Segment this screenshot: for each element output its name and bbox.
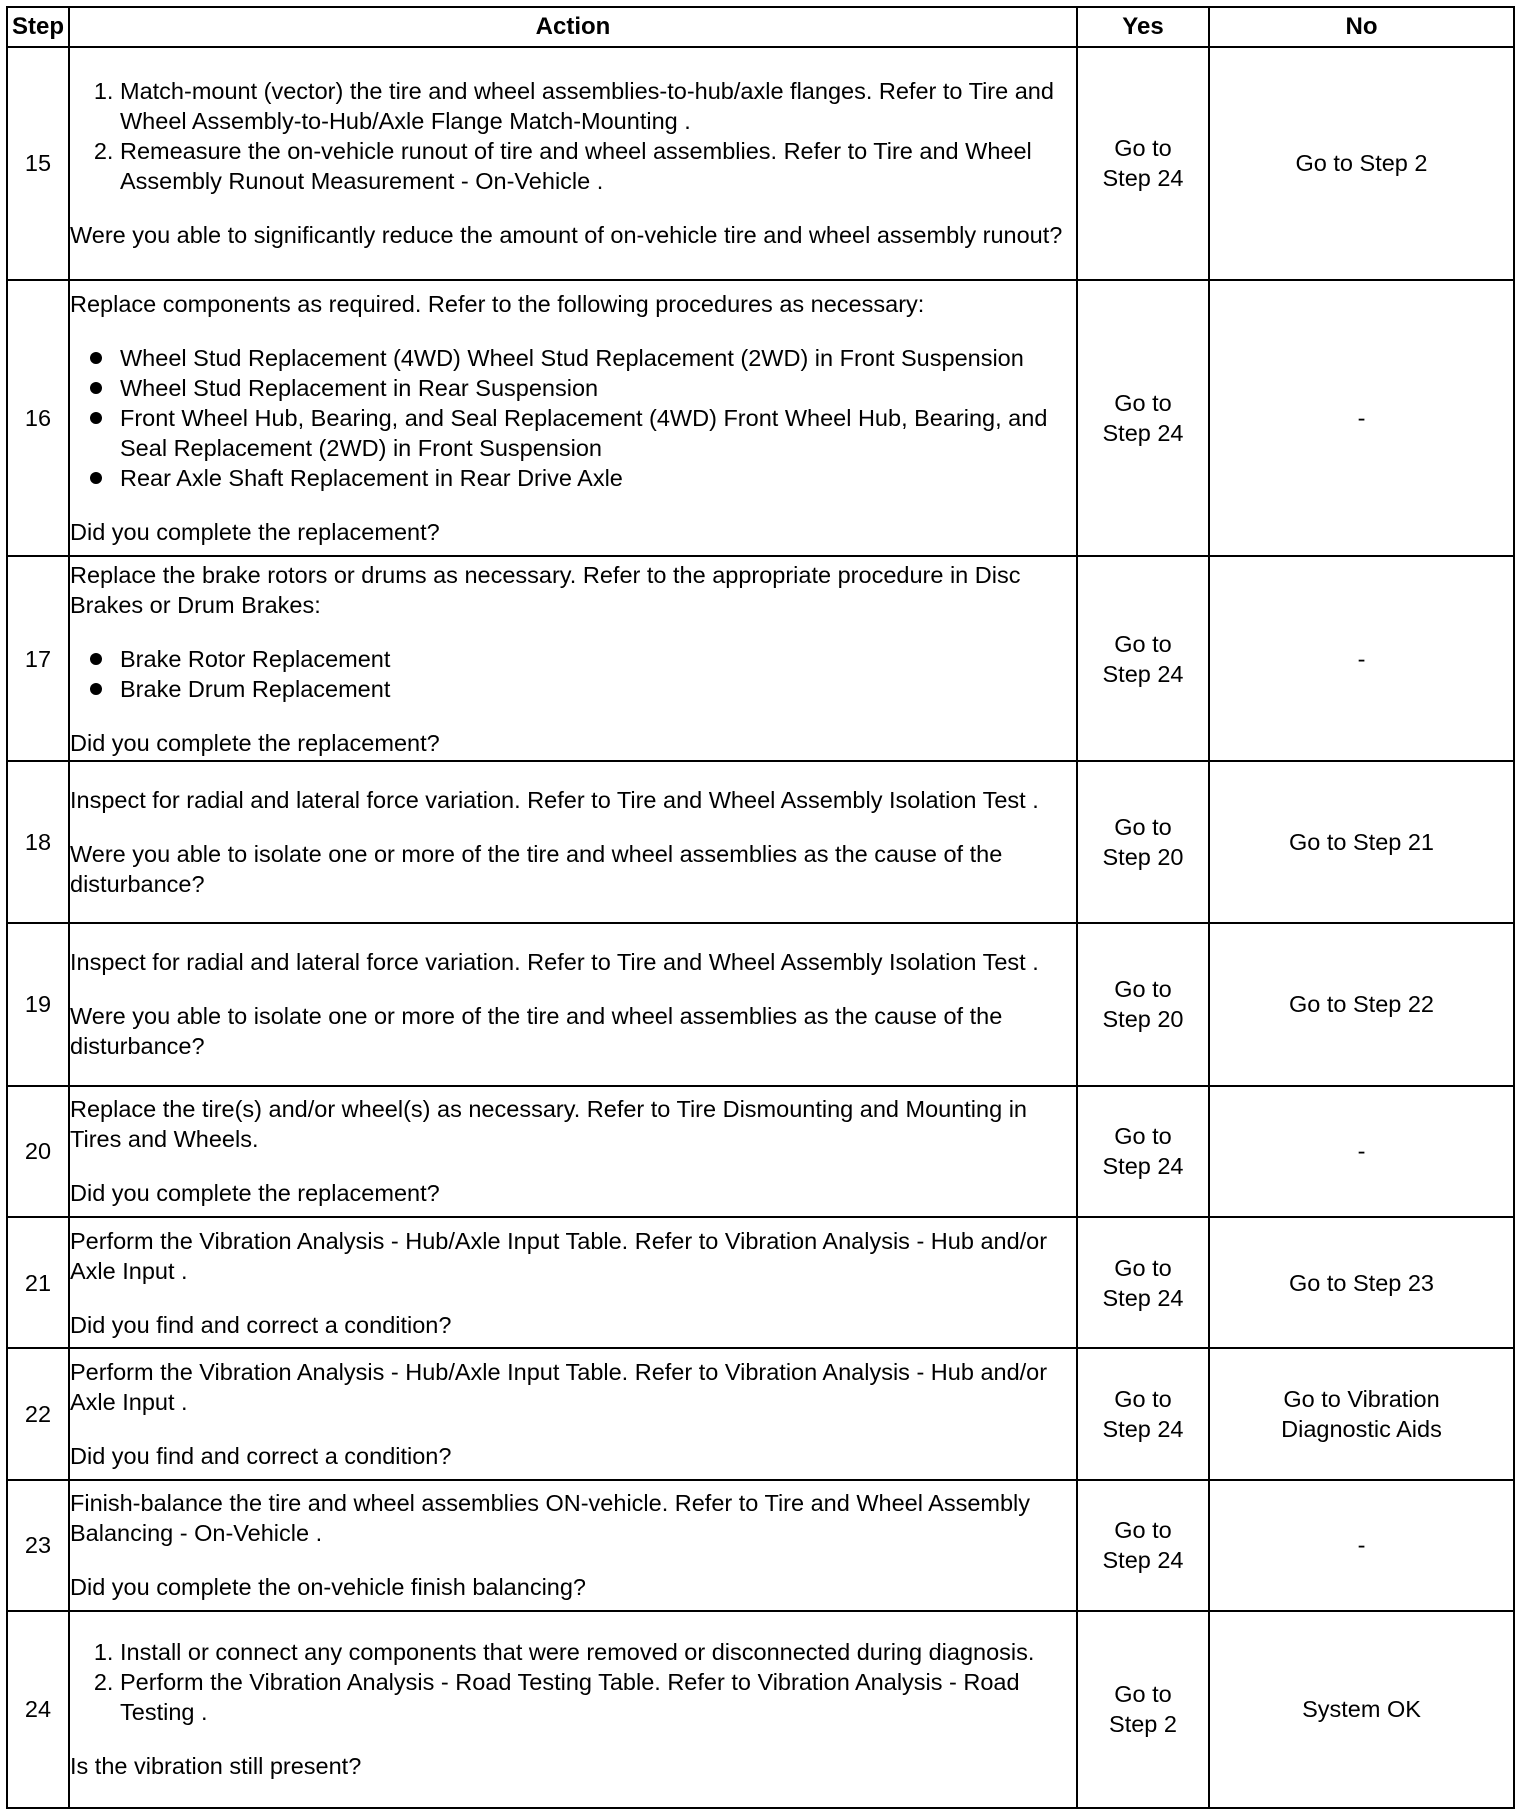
- list-item: Rear Axle Shaft Replacement in Rear Drive Axle: [120, 463, 1076, 493]
- question-text: Is the vibration still present?: [70, 1753, 362, 1780]
- no-action: Go to Step 2: [1295, 150, 1428, 177]
- question-text: Did you find and correct a condition?: [70, 1311, 452, 1338]
- list-item: 1. Install or connect any components that were removed or disconnected during diagnosis.: [120, 1637, 1076, 1667]
- table-row: [7, 1611, 1514, 1808]
- yes-action: Go to Step 24: [1102, 630, 1184, 687]
- intro-text: Inspect for radial and lateral force variation. Refer to Tire and Wheel Assembly Isolation Test .: [70, 949, 1039, 976]
- list-item: Brake Drum Replacement: [120, 674, 1076, 704]
- action-cell: [69, 1611, 1077, 1808]
- no-cell: [1209, 1086, 1514, 1217]
- action-cell: [69, 761, 1077, 923]
- no-cell: [1209, 1348, 1514, 1479]
- table-row: [7, 556, 1514, 761]
- table-row: [7, 280, 1514, 556]
- step-number: 23: [7, 1480, 69, 1611]
- question-text: Were you able to isolate one or more of the tire and wheel assemblies as the cause of the disturbance?: [70, 1003, 1003, 1060]
- bullet-list: [70, 644, 1076, 704]
- no-action: -: [1357, 1532, 1366, 1559]
- yes-action: Go to Step 24: [1102, 1254, 1184, 1311]
- numbered-list: [70, 1637, 1076, 1727]
- step-number: 16: [7, 280, 69, 556]
- no-action: -: [1357, 1138, 1366, 1165]
- no-cell: [1209, 761, 1514, 923]
- yes-action: Go to Step 2: [1109, 1681, 1177, 1738]
- action-cell: [69, 280, 1077, 556]
- step-number: 19: [7, 923, 69, 1085]
- action-cell: [69, 1086, 1077, 1217]
- intro-text: Replace the tire(s) and/or wheel(s) as necessary. Refer to Tire Dismounting and Mounting in Tires and Wheels.: [70, 1096, 1027, 1153]
- yes-action: Go to Step 24: [1102, 1123, 1184, 1180]
- yes-cell: [1077, 1086, 1209, 1217]
- no-action: Go to Step 21: [1288, 829, 1435, 856]
- question-text: Did you complete the replacement?: [70, 1180, 440, 1207]
- step-number: 17: [7, 556, 69, 761]
- question-text: Were you able to significantly reduce the amount of on-vehicle tire and wheel assembly runout?: [70, 222, 1063, 249]
- yes-action: Go to Step 20: [1102, 814, 1184, 871]
- yes-action: Go to Step 20: [1102, 976, 1184, 1033]
- header-no: No: [1209, 7, 1514, 47]
- yes-cell: [1077, 556, 1209, 761]
- yes-cell: [1077, 47, 1209, 280]
- table-row: [7, 1217, 1514, 1348]
- no-cell: [1209, 47, 1514, 280]
- action-cell: [69, 1217, 1077, 1348]
- action-cell: [69, 1348, 1077, 1479]
- yes-action: Go to Step 24: [1102, 1385, 1184, 1442]
- header-action: Action: [69, 7, 1077, 47]
- question-text: Were you able to isolate one or more of the tire and wheel assemblies as the cause of the disturbance?: [70, 841, 1003, 898]
- question-text: Did you complete the replacement?: [70, 518, 440, 545]
- yes-cell: [1077, 761, 1209, 923]
- step-number: 18: [7, 761, 69, 923]
- intro-text: Replace the brake rotors or drums as necessary. Refer to the appropriate procedure in Disc Brakes or Drum Brakes:: [70, 561, 1021, 618]
- list-item: Wheel Stud Replacement in Rear Suspension: [120, 373, 1076, 403]
- list-item: Brake Rotor Replacement: [120, 644, 1076, 674]
- list-item: 1. Match-mount (vector) the tire and wheel assemblies-to-hub/axle flanges. Refer to Tire and Wheel Assembly-to-Hub/Axle Flange Match-Mounting .: [120, 76, 1076, 136]
- table-row: [7, 761, 1514, 923]
- yes-cell: [1077, 923, 1209, 1085]
- yes-action: Go to Step 24: [1102, 389, 1184, 446]
- no-action: Go to Step 23: [1288, 1269, 1435, 1296]
- no-action: -: [1357, 645, 1366, 672]
- list-item: Front Wheel Hub, Bearing, and Seal Replacement (4WD) Front Wheel Hub, Bearing, and Seal Replacement (2WD) in Front Suspension: [120, 403, 1076, 463]
- intro-text: Finish-balance the tire and wheel assemblies ON-vehicle. Refer to Tire and Wheel Assembly Balancing - On-Vehicle .: [70, 1490, 1031, 1547]
- no-cell: [1209, 923, 1514, 1085]
- no-cell: [1209, 1611, 1514, 1808]
- yes-cell: [1077, 1217, 1209, 1348]
- step-number: 20: [7, 1086, 69, 1217]
- question-text: Did you complete the on-vehicle finish balancing?: [70, 1574, 587, 1601]
- list-item: Wheel Stud Replacement (4WD) Wheel Stud Replacement (2WD) in Front Suspension: [120, 343, 1076, 373]
- table-row: [7, 47, 1514, 280]
- question-text: Did you find and correct a condition?: [70, 1442, 452, 1469]
- step-number: 22: [7, 1348, 69, 1479]
- intro-text: Replace components as required. Refer to the following procedures as necessary:: [70, 290, 925, 317]
- header-step: Step: [7, 7, 69, 47]
- question-text: Did you complete the replacement?: [70, 729, 440, 756]
- bullet-list: [70, 343, 1076, 493]
- yes-cell: [1077, 280, 1209, 556]
- no-cell: [1209, 556, 1514, 761]
- action-cell: [69, 923, 1077, 1085]
- yes-action: Go to Step 24: [1102, 135, 1184, 192]
- table-row: [7, 1480, 1514, 1611]
- numbered-list: [70, 76, 1076, 196]
- no-cell: [1209, 1217, 1514, 1348]
- action-cell: [69, 47, 1077, 280]
- header-row: [7, 7, 1514, 47]
- step-number: 21: [7, 1217, 69, 1348]
- step-number: 24: [7, 1611, 69, 1808]
- step-number: 15: [7, 47, 69, 280]
- intro-text: Perform the Vibration Analysis - Hub/Axle Input Table. Refer to Vibration Analysis - Hub and/or Axle Input .: [70, 1227, 1048, 1284]
- diagnostic-table: [6, 6, 1515, 1809]
- table-row: [7, 1348, 1514, 1479]
- list-item: 2. Remeasure the on-vehicle runout of tire and wheel assemblies. Refer to Tire and Wheel Assembly Runout Measurement - On-Vehicle .: [120, 136, 1076, 196]
- no-action: System OK: [1302, 1696, 1421, 1723]
- list-item: 2. Perform the Vibration Analysis - Road Testing Table. Refer to Vibration Analysis - Road Testing .: [120, 1667, 1076, 1727]
- no-action: Go to Step 22: [1288, 991, 1435, 1018]
- action-cell: [69, 1480, 1077, 1611]
- header-yes: Yes: [1077, 7, 1209, 47]
- no-action: -: [1357, 404, 1366, 431]
- table-row: [7, 1086, 1514, 1217]
- action-cell: [69, 556, 1077, 761]
- intro-text: Inspect for radial and lateral force variation. Refer to Tire and Wheel Assembly Isolation Test .: [70, 787, 1039, 814]
- yes-cell: [1077, 1480, 1209, 1611]
- no-cell: [1209, 1480, 1514, 1611]
- yes-action: Go to Step 24: [1102, 1517, 1184, 1574]
- intro-text: Perform the Vibration Analysis - Hub/Axle Input Table. Refer to Vibration Analysis - Hub and/or Axle Input .: [70, 1358, 1048, 1415]
- yes-cell: [1077, 1611, 1209, 1808]
- no-cell: [1209, 280, 1514, 556]
- yes-cell: [1077, 1348, 1209, 1479]
- no-action: Go to Vibration Diagnostic Aids: [1281, 1385, 1442, 1442]
- table-row: [7, 923, 1514, 1085]
